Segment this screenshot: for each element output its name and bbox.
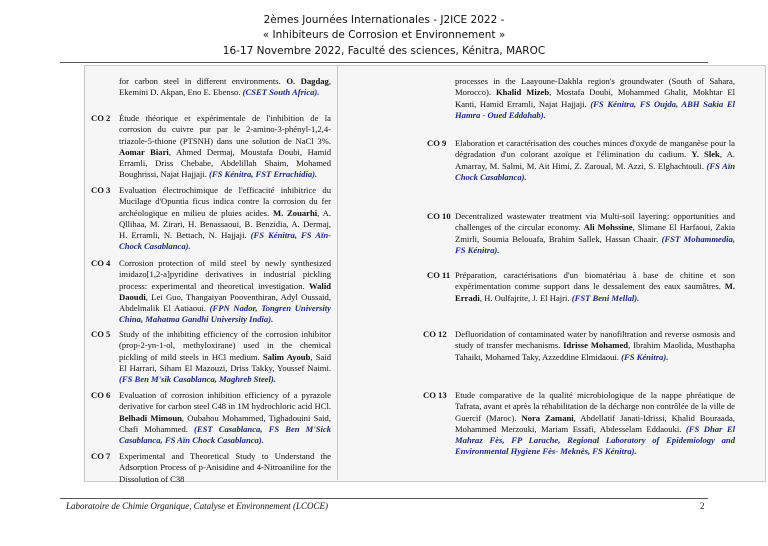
footer-lab: Laboratoire de Chimie Organique, Catalyse et Environnement (LCOCE) bbox=[66, 501, 328, 511]
right-code-3: CO 11 bbox=[427, 270, 451, 280]
page-number: 2 bbox=[700, 501, 705, 511]
left-entry-3: Corrosion protection of mild steel by newly synthesized imidazo[1,2-a]pyridine derivatives in industrial pickling process: experimental and theoretical investigation. Walid Daoudi, Lei Guo, Thangaiyan Pooventhiran, Adyl Oussaid, Abdelmalik El Aatiaoui. (FPN Nador, Tongren University China, Mahatma Gandhi University India). bbox=[119, 258, 331, 325]
footer-divider bbox=[60, 498, 708, 499]
left-code-5: CO 6 bbox=[91, 390, 111, 400]
left-code-2: CO 3 bbox=[91, 185, 111, 195]
left-code-6: CO 7 bbox=[91, 451, 111, 461]
left-entry-0: for carbon steel in different environments. O. Dagdag, Ekemini D. Akpan, Eno E. Ebenso. (CSET South Africa). bbox=[119, 76, 331, 98]
left-code-4: CO 5 bbox=[91, 329, 111, 339]
right-entry-5: Etude comparative de la qualité microbiologique de la nappe phréatique de Tafrata, avant et après la réhabilitation de la décharge non contrôlée de la ville de Guercif (Maroc). Nora Zamani, Abdellatif Janati-Idrissi, Khalid Bouraada, Mohammed Merzouki, Mariam Essafi, Abdesselam Eddaouki. (FS Dhar El Mahraz Fès, FP Larache, Regional Laboratory of Epidemiology and Environmental Hygiene Fès- Meknès, FS Kénitra). bbox=[455, 390, 735, 457]
left-entry-5: Evaluation of corrosion inhibition efficiency of a pyrazole derivative for carbon steel C48 in 1M hydrochloric acid HCl. Belhadi Mimoun, Oubahou Mohammed, Tighadouini Said, Chafi Mohammed. (EST Casablanca, FS Ben M'Sick Casablanca, FS Aïn Chock Casablanca). bbox=[119, 390, 331, 446]
right-entry-2: Decentralized wastewater treatment via Multi-soil layering: opportunities and challenges of the circular economy. Ali Mohssine, Slimane El Harfaoui, Zakia Zmirli, Soumia Belouafa, Brahim Sallek, Hassan Chaair. (FST Mohammedia, FS Kénitra). bbox=[455, 211, 736, 255]
left-entry-1: Étude théorique et expérimentale de l'inhibition de la corrosion du cuivre pur par le 2-amino-3-phényl-1,2,4-triazole-5-thione (PTSNH) dans une solution de NaCl 3%. Aomar Biari, Ahmed Dermaj, Moustafa Doubi, Hamid Erramli, Driss Chebabe, Abdelillah Shaim, Mohamed Boughrissi, Najat Hajjaji. (FS Kénitra, FST Errachidia). bbox=[119, 113, 331, 180]
right-code-5: CO 13 bbox=[423, 390, 447, 400]
column-divider bbox=[337, 65, 338, 480]
left-code-1: CO 2 bbox=[91, 113, 111, 123]
left-code-3: CO 4 bbox=[91, 258, 111, 268]
right-entry-0: processes in the Laayoune-Dakhla region's groundwater (South of Sahara, Morocco). Khalid Mizeb, Mostafa Doubi, Mohammed Ghalit, Mokhtar El Kanti, Hamid Erramli, Najat Hajjaji. (FS Kénitra, FS Oujda, ABH Sakia El Hamra - Oued Eddahab). bbox=[455, 76, 736, 120]
right-code-1: CO 9 bbox=[427, 138, 447, 148]
right-entry-1: Elaboration et caractérisation des couches minces d'oxyde de manganèse pour la dégradation d'un colorant azoïque et l'élimination du cadium. Y. Slek, A. Amarray, M. Salmi, M. Ait Himi, Z. Zaroual, M. Azzi, S. Elghachtouli. (FS Aïn Chock Casablanca). bbox=[455, 138, 735, 182]
left-entry-6: Experimental and Theoretical Study to Understand the Adsorption Process of p-Anisidine and 4-Nitroaniline for the Dissolution of C38 bbox=[119, 451, 331, 484]
right-code-2: CO 10 bbox=[427, 211, 451, 221]
right-code-4: CO 12 bbox=[423, 329, 447, 339]
right-entry-4: Defluoridation of contaminated water by nanofiltration and reverse osmosis and study of transfer mechanisms. Idrisse Mohamed, Ibrahim Maolida, Musthapha Tahaikt, Mohamed Taky, Azzeddine Elmidaoui. (FS Kénitra). bbox=[455, 329, 735, 362]
header-line-3: 16-17 Novembre 2022, Faculté des sciences, Kénitra, MAROC bbox=[222, 45, 546, 57]
header-divider bbox=[60, 62, 708, 63]
header-line-2: « Inhibiteurs de Corrosion et Environnement » bbox=[262, 29, 506, 41]
left-entry-4: Study of the inhibiting efficiency of the corrosion inhibitor (prop-2-yn-1-ol, methyloxirane) used in the chemical pickling of mild steels in HCl medium. Salim Ayoub, Said El Harrari, Siham El Mazouzi, Driss Takky, Youssef Naimi. (FS Ben M'sik Casablanca, Maghreb Steel). bbox=[119, 329, 332, 385]
right-entry-3: Préparation, caractérisations d'un biomatériau à base de chitine et son expérimentation comme support dans le dessalement des eaux saumâtres. M. Erradi, H. Oulfajrite, J. El Hajri. (FST Beni Mellal). bbox=[455, 270, 735, 303]
header-line-1: 2èmes Journées Internationales - J2ICE 2022 - bbox=[263, 14, 505, 26]
left-entry-2: Evaluation électrochimique de l'efficacité inhibitrice du Mucilage d'Opuntia ficus indica contre la corrosion du fer archéologique en milieu de pluies acides. M. Zouarhi, A. Qllihaa, M. Zirari, H. Benassaoui, B. Benzidia, A. Dermaj, H. Erramli, N. Bettach, N. Hajjaji. (FS Kénitra, FS Aïn-Chock Casablanca). bbox=[119, 185, 332, 252]
